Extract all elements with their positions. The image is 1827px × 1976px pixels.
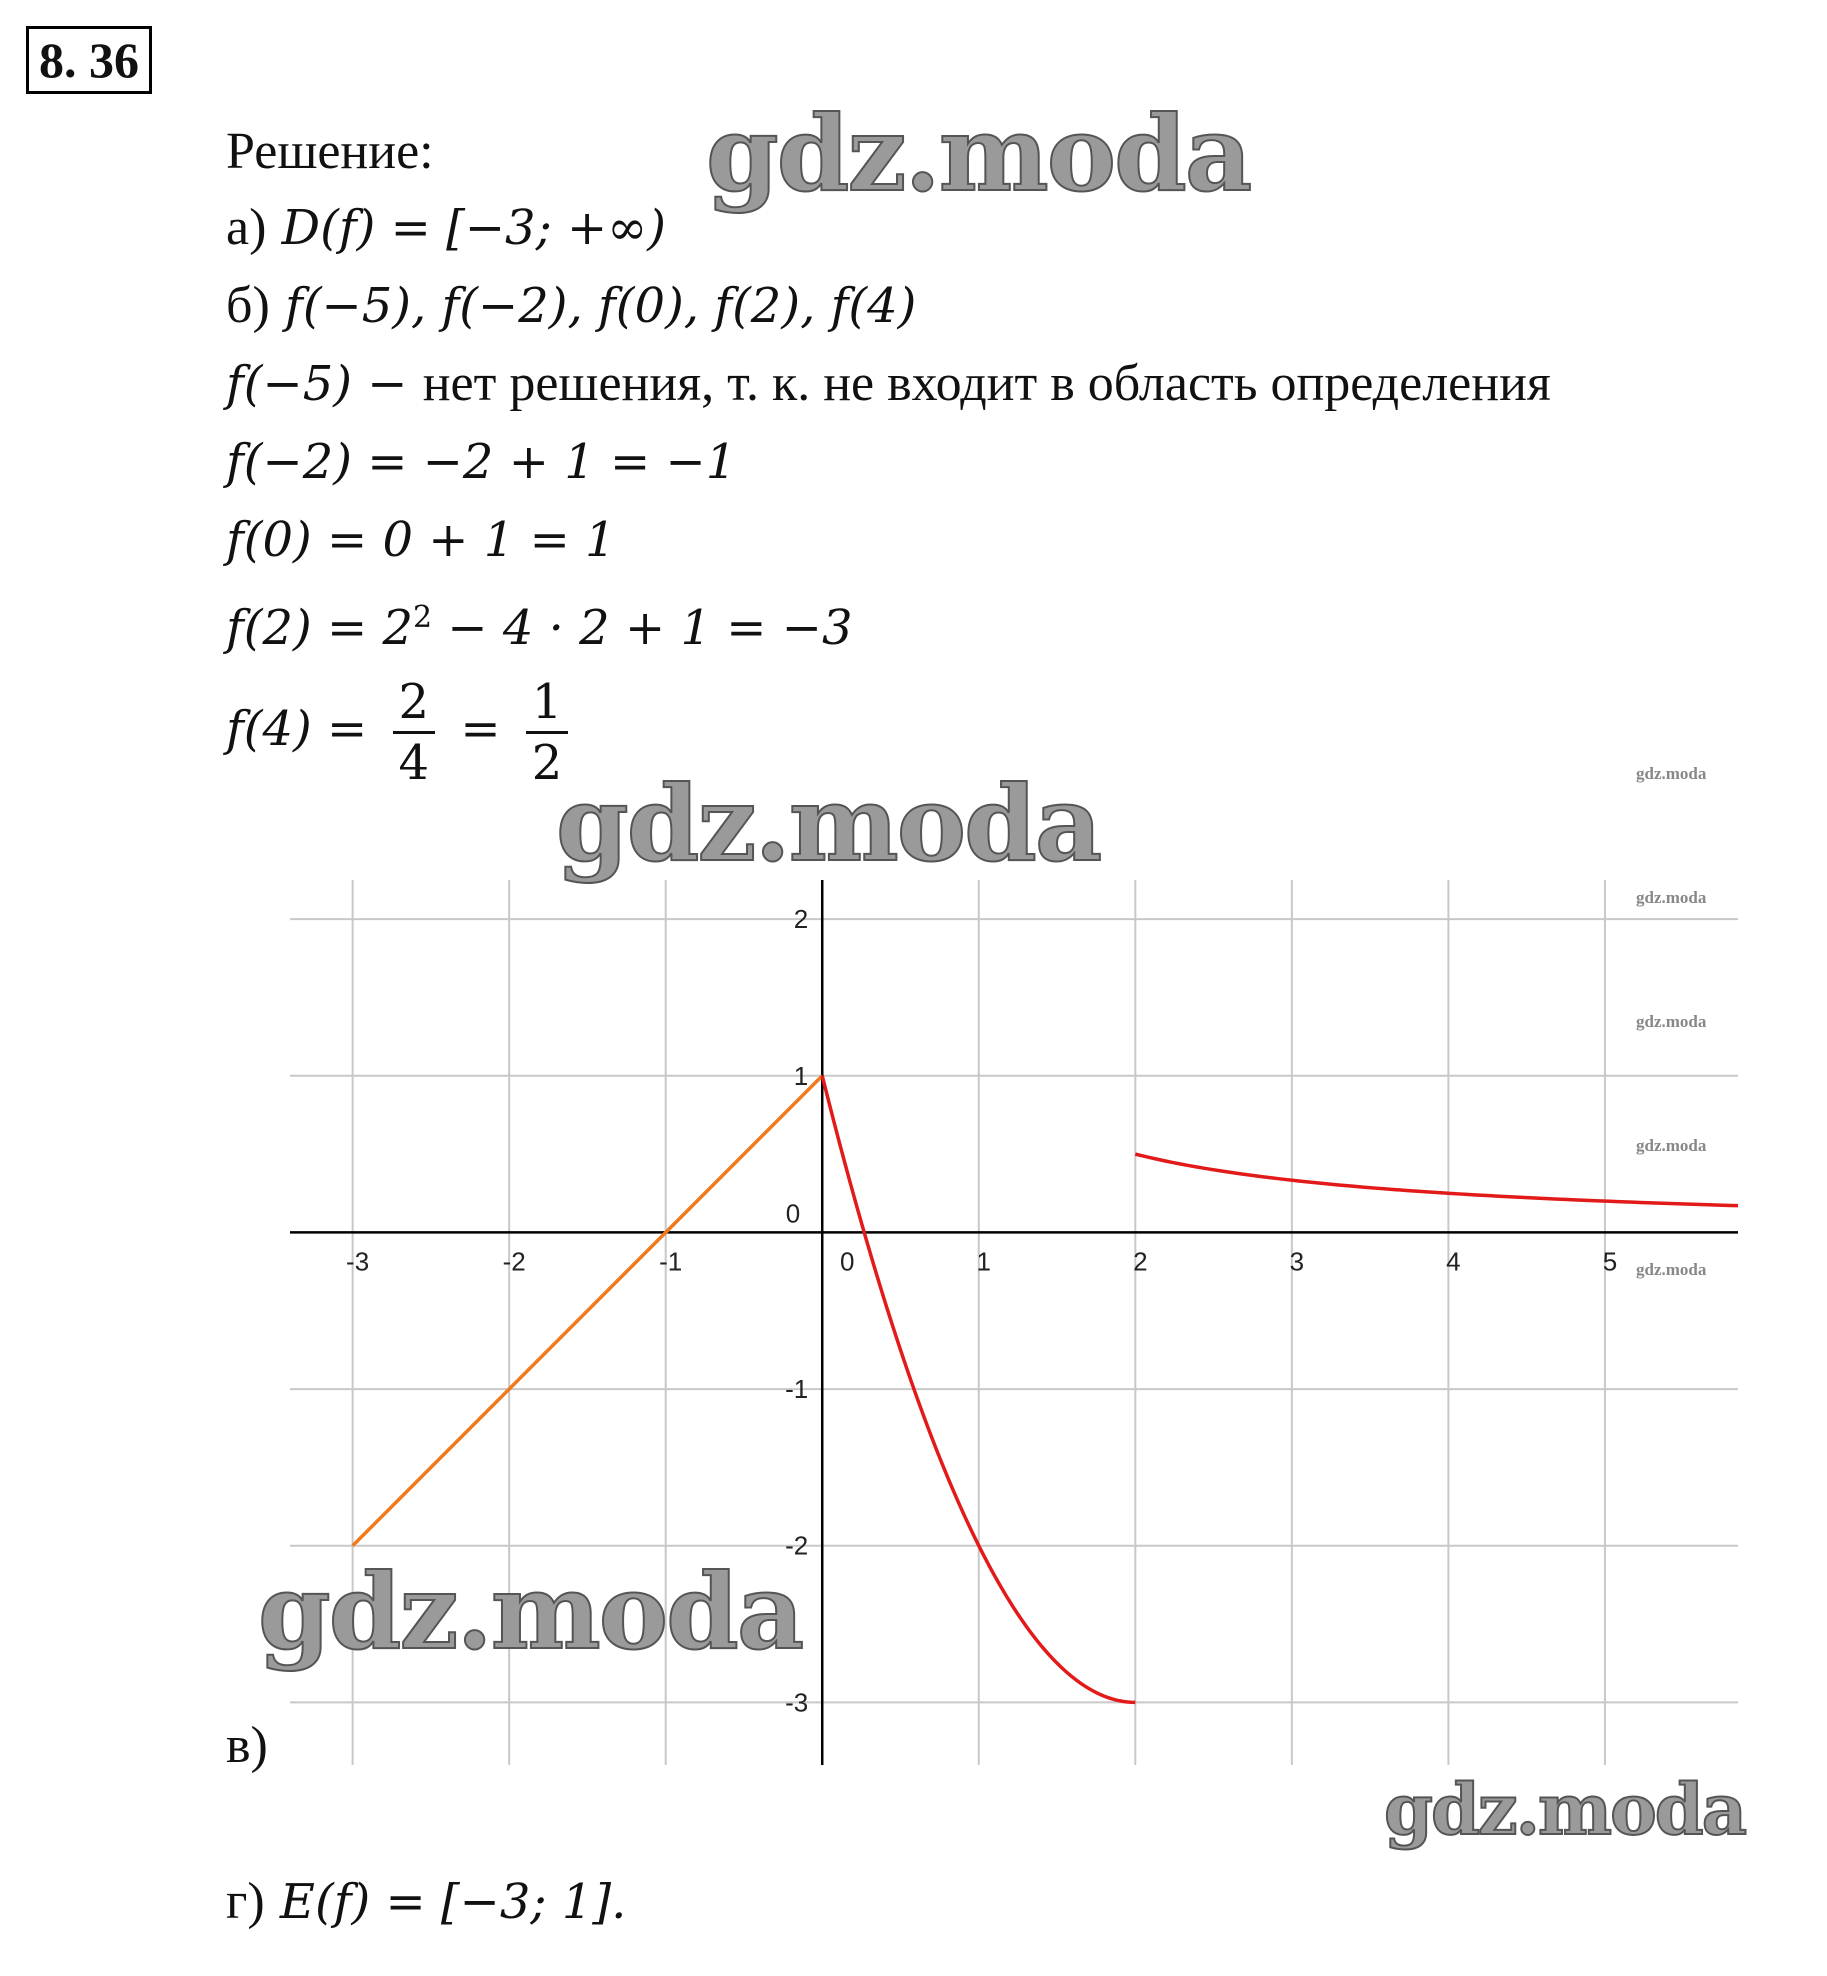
x-tick-label: -3 <box>346 1246 370 1277</box>
line-b-expr: f(−5), f(−2), f(0), f(2), f(4) <box>285 278 917 334</box>
fraction-2-4-denominator: 4 <box>398 735 430 791</box>
x-tick-label: -1 <box>659 1246 683 1277</box>
line-f-4-eq: = <box>460 701 516 757</box>
line-f-4-lhs: f(4) = <box>226 701 383 757</box>
x-tick-label: 3 <box>1289 1246 1305 1277</box>
line-v <box>226 1714 268 1778</box>
x-tick-label: 2 <box>1133 1246 1148 1277</box>
series-line <box>353 1076 823 1546</box>
y-tick-label: -2 <box>785 1530 809 1561</box>
watermark: gdz.moda <box>706 92 1251 215</box>
line-f-m5-expr: f(−5) − <box>226 356 423 412</box>
line-g <box>226 1870 626 1934</box>
watermark: gdz.moda <box>258 1550 803 1673</box>
line-g-prefix: г) <box>226 1873 265 1930</box>
line-b-prefix: б) <box>226 277 270 334</box>
watermark: gdz.moda <box>556 762 1101 885</box>
line-f-2-sup: 2 <box>413 600 433 635</box>
watermark-small: gdz.moda <box>1636 764 1707 783</box>
x-tick-label: 4 <box>1446 1246 1461 1277</box>
watermark-small: gdz.moda <box>1636 1260 1707 1279</box>
series-line <box>1135 1154 1738 1206</box>
watermark-small: gdz.moda <box>1636 888 1707 907</box>
line-a-expr: D(f) = [−3; +∞) <box>281 200 666 256</box>
x-tick-label: 0 <box>840 1246 855 1277</box>
y-tick-label: -1 <box>785 1374 809 1405</box>
y-tick-label: -3 <box>785 1687 809 1718</box>
y-tick-label: 2 <box>793 904 809 935</box>
line-v-prefix: в) <box>226 1717 268 1774</box>
problem-number: 8. 36 <box>26 26 152 94</box>
line-g-expr: E(f) = [−3; 1]. <box>279 1874 627 1930</box>
x-tick-label: 5 <box>1602 1246 1618 1277</box>
y-tick-label: 0 <box>785 1198 801 1229</box>
line-f-2-rest: − 4 · 2 + 1 = −3 <box>432 600 853 656</box>
y-tick-label: 1 <box>793 1060 809 1091</box>
line-f-2-expr: f(2) = 2 <box>226 600 414 656</box>
line-a-prefix: а) <box>226 199 267 256</box>
watermark-small: gdz.moda <box>1636 1012 1707 1031</box>
line-f-m2-expr: f(−2) = −2 + 1 = −1 <box>226 434 737 490</box>
watermark: gdz.moda <box>1384 1768 1746 1851</box>
watermark-small: gdz.moda <box>1636 1136 1707 1155</box>
x-tick-label: -2 <box>502 1246 526 1277</box>
fraction-2-4-numerator: 2 <box>393 673 436 734</box>
x-tick-label: 1 <box>976 1246 992 1277</box>
fraction-1-2-numerator: 1 <box>526 673 569 734</box>
solution-title: Решение: <box>226 123 434 180</box>
fraction-1-2-denominator: 2 <box>531 735 563 791</box>
line-f-m5-text: нет решения, т. к. не входит в область определения <box>422 355 1551 412</box>
line-f-0-expr: f(0) = 0 + 1 = 1 <box>226 512 616 568</box>
